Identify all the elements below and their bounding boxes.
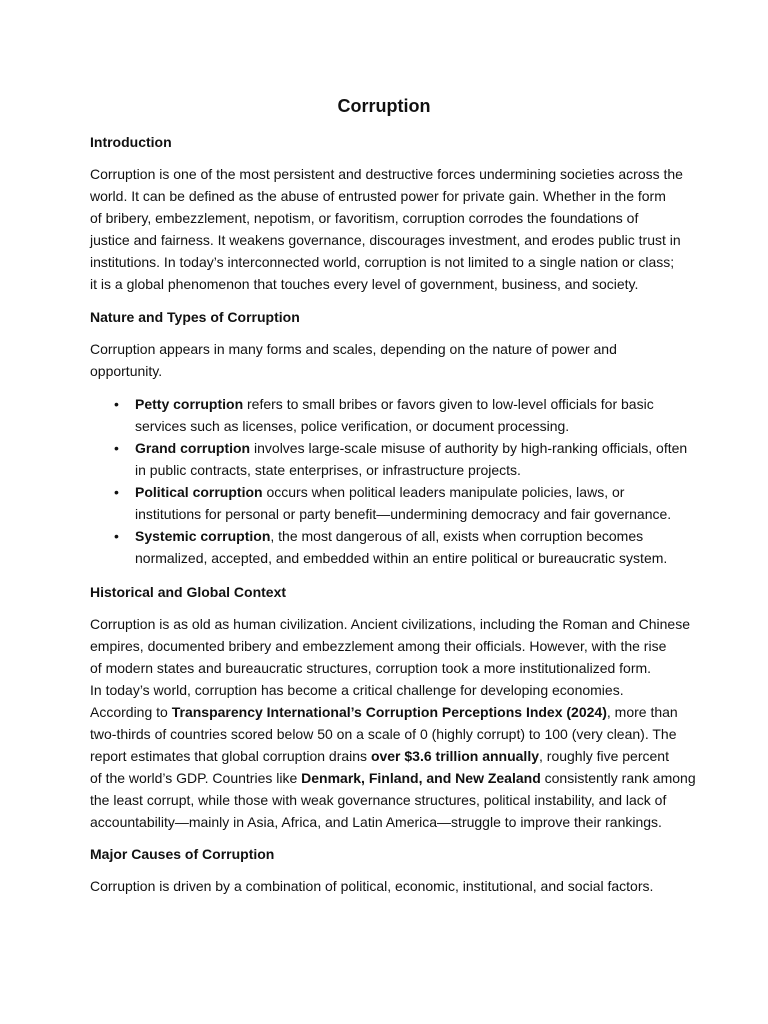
list-item <box>90 525 685 569</box>
bullet-text: , the most dangerous of all, exists when corruption becomes <box>270 528 644 544</box>
paragraph-line: opportunity. <box>90 363 163 379</box>
section-heading-history: Historical and Global Context <box>90 584 287 600</box>
bullet-icon: • <box>114 396 119 412</box>
paragraph-line: it is a global phenomenon that touches every level of government, business, and society. <box>90 276 639 292</box>
text-run: According to <box>90 704 172 720</box>
bullet-text: services such as licenses, police verification, or document processing. <box>135 418 570 434</box>
paragraph-line: the least corrupt, while those with weak governance structures, political instability, and lack of <box>90 792 667 808</box>
bullet-text: occurs when political leaders manipulate policies, laws, or <box>262 484 625 500</box>
bold-text-run: Denmark, Finland, and New Zealand <box>301 770 541 786</box>
text-run: of the world’s GDP. Countries like <box>90 770 302 786</box>
bullet-text: involves large-scale misuse of authority by high-ranking officials, often <box>250 440 688 456</box>
introduction-paragraph <box>90 163 685 295</box>
paragraph-line: of modern states and bureaucratic structures, corruption took a more institutionalized form. <box>90 660 652 676</box>
section-heading-nature: Nature and Types of Corruption <box>90 309 300 325</box>
document-title: Corruption <box>337 96 431 116</box>
paragraph-line <box>90 701 685 723</box>
paragraph-line: Corruption appears in many forms and scales, depending on the nature of power and <box>90 341 617 357</box>
bullet-icon: • <box>114 484 119 500</box>
bullet-text: in public contracts, state enterprises, or infrastructure projects. <box>135 462 521 478</box>
paragraph-line: institutions. In today’s interconnected world, corruption is not limited to a single nation or class; <box>90 254 675 270</box>
list-item <box>90 481 685 525</box>
corruption-types-list <box>90 393 688 569</box>
bullet-text: refers to small bribes or favors given to low-level officials for basic <box>243 396 654 412</box>
causes-paragraph <box>90 875 685 897</box>
bullet-text: institutions for personal or party benefit—undermining democracy and fair governance. <box>135 506 672 522</box>
bold-text-run: over $3.6 trillion annually <box>370 748 539 764</box>
paragraph-line: of bribery, embezzlement, nepotism, or favoritism, corruption corrodes the foundations of <box>90 210 639 226</box>
section-heading-introduction: Introduction <box>90 134 172 150</box>
bullet-term: Grand corruption <box>135 440 251 456</box>
nature-paragraph <box>90 338 685 382</box>
bullet-text: normalized, accepted, and embedded within an entire political or bureaucratic system. <box>135 550 668 566</box>
history-paragraph <box>90 613 696 833</box>
paragraph-line: Corruption is driven by a combination of political, economic, institutional, and social factors. <box>90 878 654 894</box>
text-run: , roughly five percent <box>539 748 669 764</box>
paragraph-line <box>90 745 685 767</box>
text-run: report estimates that global corruption drains <box>90 748 371 764</box>
paragraph-line: accountability—mainly in Asia, Africa, and Latin America—struggle to improve their rankings. <box>90 814 662 830</box>
list-item <box>90 437 688 481</box>
paragraph-line: world. It can be defined as the abuse of entrusted power for private gain. Whether in the form <box>90 188 666 204</box>
paragraph-line: justice and fairness. It weakens governance, discourages investment, and erodes public trust in <box>90 232 681 248</box>
paragraph-line: empires, documented bribery and embezzlement among their officials. However, with the rise <box>90 638 667 654</box>
bullet-icon: • <box>114 528 119 544</box>
paragraph-line: two-thirds of countries scored below 50 on a scale of 0 (highly corrupt) to 100 (very clean). The <box>90 726 677 742</box>
list-item <box>90 393 685 437</box>
bullet-icon: • <box>114 440 119 456</box>
bold-text-run: Transparency International’s Corruption Perceptions Index (2024) <box>171 704 607 720</box>
paragraph-line <box>90 767 696 789</box>
paragraph-line: In today’s world, corruption has become a critical challenge for developing economies. <box>90 682 624 698</box>
bullet-term: Political corruption <box>135 484 263 500</box>
text-run: , more than <box>606 704 678 720</box>
text-run: consistently rank among <box>540 770 696 786</box>
bullet-term: Petty corruption <box>135 396 244 412</box>
bullet-term: Systemic corruption <box>135 528 271 544</box>
section-heading-causes: Major Causes of Corruption <box>90 846 275 862</box>
paragraph-line: Corruption is one of the most persistent and destructive forces undermining societies across the <box>90 166 683 182</box>
paragraph-line: Corruption is as old as human civilization. Ancient civilizations, including the Roman and Chinese <box>90 616 690 632</box>
